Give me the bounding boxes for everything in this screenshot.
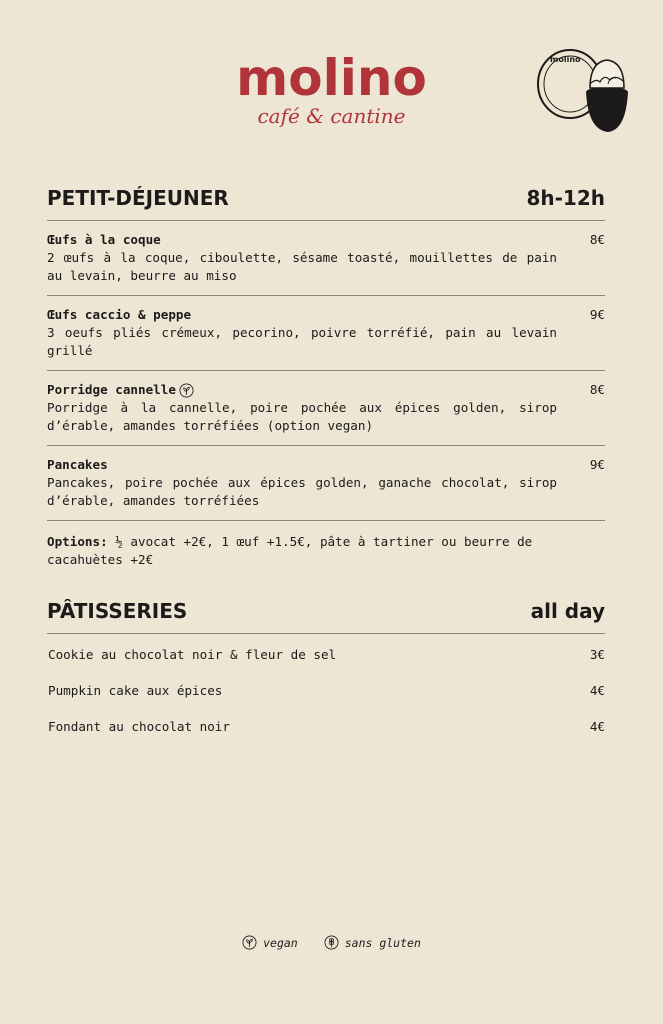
list-item [47, 646, 605, 682]
item-price: 9€ [589, 307, 605, 322]
item-description: Porridge à la cannelle, poire pochée aux épices golden, sirop d’érable, amandes torréfiées (option vegan) [47, 400, 557, 433]
pastries-hours: all day [530, 599, 605, 623]
legend-gluten-free [324, 935, 421, 950]
list-item [47, 682, 605, 718]
egg-cup-logo-icon [534, 44, 634, 136]
pastry-price: 4€ [589, 683, 605, 698]
options-note [47, 521, 605, 569]
pastry-price: 3€ [589, 647, 605, 662]
item-description: 3 oeufs pliés crémeux, pecorino, poivre torréfié, pain au levain grillé [47, 325, 557, 358]
menu-item [47, 371, 605, 446]
list-item [47, 718, 605, 754]
pastry-name: Pumpkin cake aux épices [48, 683, 223, 698]
pastry-name: Cookie au chocolat noir & fleur de sel [48, 647, 337, 662]
breakfast-title: PETIT-DÉJEUNER [47, 186, 229, 210]
pastry-list [47, 646, 605, 754]
vegan-leaf-icon [242, 935, 257, 950]
item-description: 2 œufs à la coque, ciboulette, sésame toasté, mouillettes de pain au levain, beurre au miso [47, 250, 557, 283]
wheat-icon [324, 935, 339, 950]
legend-vegan-label: vegan [263, 935, 298, 950]
menu-item [47, 296, 605, 371]
options-label: Options: [47, 534, 108, 549]
pastry-name: Fondant au chocolat noir [48, 719, 230, 734]
menu-item [47, 446, 605, 521]
pastry-price: 4€ [589, 719, 605, 734]
vegan-leaf-icon [179, 383, 194, 398]
logo-text: molino [550, 55, 581, 64]
item-description: Pancakes, poire pochée aux épices golden, ganache chocolat, sirop d’érable, amandes torréfiées [47, 475, 557, 508]
item-name-row [47, 381, 194, 399]
breakfast-section [47, 186, 605, 569]
menu-item [47, 221, 605, 296]
item-price: 8€ [589, 232, 605, 247]
pastries-section [47, 599, 605, 754]
diet-legend [0, 935, 663, 950]
breakfast-hours: 8h-12h [526, 186, 605, 210]
brand-tagline: café & cantine [257, 104, 406, 128]
item-name: Œufs caccio & peppe [47, 307, 192, 322]
legend-vegan [242, 935, 298, 950]
options-text: ½ avocat +2€, 1 œuf +1.5€, pâte à tartiner ou beurre de cacahuètes +2€ [47, 534, 533, 567]
item-name: Porridge cannelle [47, 382, 176, 397]
legend-gluten-free-label: sans gluten [344, 935, 421, 950]
item-price: 9€ [589, 457, 605, 472]
item-price: 8€ [589, 382, 605, 397]
item-name: Œufs à la coque [47, 232, 161, 247]
pastries-header [47, 599, 605, 634]
item-name: Pancakes [47, 457, 108, 472]
brand-name: molino [236, 49, 427, 107]
pastries-title: PÂTISSERIES [47, 599, 188, 623]
breakfast-header [47, 186, 605, 221]
